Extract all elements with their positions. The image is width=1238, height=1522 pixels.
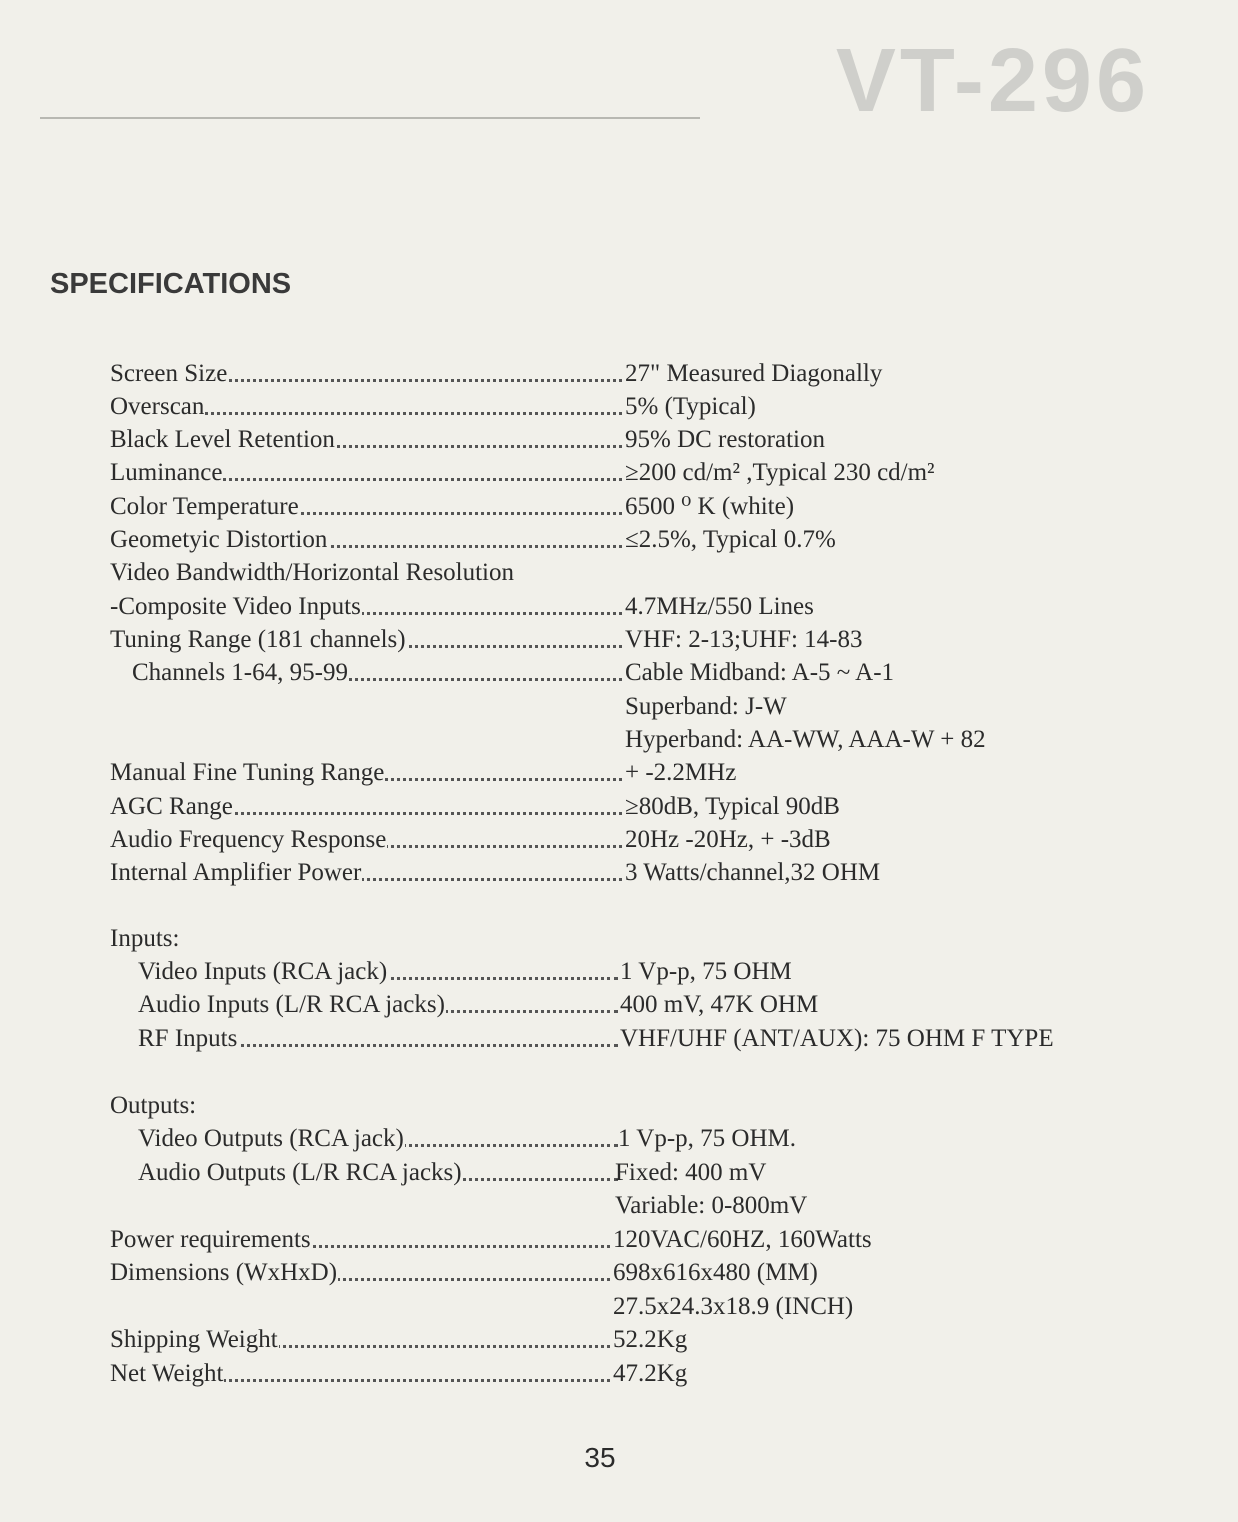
spec-value: 1 Vp-p, 75 OHM. [618, 1125, 797, 1152]
spec-value: Superband: J-W [625, 693, 787, 720]
spec-label: Net Weight [110, 1360, 224, 1387]
spec-value: 6500 ⁰ K (white) [625, 493, 795, 520]
spec-value: 27" Measured Diagonally [625, 360, 883, 387]
spec-value: Fixed: 400 mV [615, 1159, 767, 1186]
spec-value: 27.5x24.3x18.9 (INCH) [613, 1293, 854, 1320]
spec-label: RF Inputs [138, 1025, 238, 1052]
spec-value: 52.2Kg [613, 1326, 688, 1353]
spec-value: Hyperband: AA-WW, AAA-W + 82 [625, 726, 986, 753]
spec-label: Geometyic Distortion [110, 526, 328, 553]
spec-label: Video Bandwidth/Horizontal Resolution [110, 559, 515, 586]
inputs-heading: Inputs: [110, 925, 180, 952]
spec-label: Tuning Range (181 channels) [110, 626, 406, 653]
header-rule [40, 117, 700, 119]
spec-label: Overscan [110, 393, 205, 420]
spec-label: Black Level Retention [110, 426, 335, 453]
spec-value: 20Hz -20Hz, + -3dB [625, 826, 831, 853]
page-title: SPECIFICATIONS [50, 268, 292, 300]
spec-value: 3 Watts/channel,32 OHM [625, 859, 881, 886]
spec-value: ≤2.5%, Typical 0.7% [625, 526, 836, 553]
spec-value: 1 Vp-p, 75 OHM [620, 958, 792, 985]
spec-label: AGC Range [110, 793, 233, 820]
spec-label: Manual Fine Tuning Range [110, 759, 385, 786]
spec-label: Screen Size [110, 360, 228, 387]
spec-value: 4.7MHz/550 Lines [625, 593, 814, 620]
spec-label: Channels 1-64, 95-99 [132, 659, 348, 686]
spec-label: -Composite Video Inputs [110, 593, 361, 620]
spec-value: 95% DC restoration [625, 426, 825, 453]
spec-value: 120VAC/60HZ, 160Watts [613, 1226, 872, 1253]
spec-label: Audio Inputs (L/R RCA jacks) [138, 991, 445, 1018]
spec-label: Video Outputs (RCA jack) [138, 1125, 404, 1152]
outputs-heading: Outputs: [110, 1092, 197, 1119]
spec-value: + -2.2MHz [625, 759, 737, 786]
page-number: 35 [584, 1442, 616, 1473]
spec-value: Variable: 0-800mV [615, 1192, 808, 1219]
spec-value: Cable Midband: A-5 ~ A-1 [625, 659, 895, 686]
spec-value: VHF: 2-13;UHF: 14-83 [625, 626, 863, 653]
spec-value: ≥80dB, Typical 90dB [625, 793, 840, 820]
spec-label: Power requirements [110, 1226, 311, 1253]
spec-label: Luminance [110, 459, 223, 486]
spec-label: Dimensions (WxHxD) [110, 1259, 338, 1286]
spec-label: Audio Frequency Response [110, 826, 387, 853]
spec-value: 5% (Typical) [625, 393, 756, 420]
spec-value: VHF/UHF (ANT/AUX): 75 OHM F TYPE [620, 1025, 1054, 1052]
spec-label: Video Inputs (RCA jack) [138, 958, 388, 985]
spec-value: ≥200 cd/m² ,Typical 230 cd/m² [625, 459, 935, 486]
spec-label: Audio Outputs (L/R RCA jacks) [138, 1159, 462, 1186]
spec-value: 698x616x480 (MM) [613, 1259, 818, 1286]
spec-value: 400 mV, 47K OHM [620, 991, 819, 1018]
spec-label: Shipping Weight [110, 1326, 278, 1353]
spec-label: Internal Amplifier Power [110, 859, 362, 886]
model-title: VT-296 [835, 31, 1150, 131]
spec-label: Color Temperature [110, 493, 299, 520]
spec-value: 47.2Kg [613, 1360, 688, 1387]
